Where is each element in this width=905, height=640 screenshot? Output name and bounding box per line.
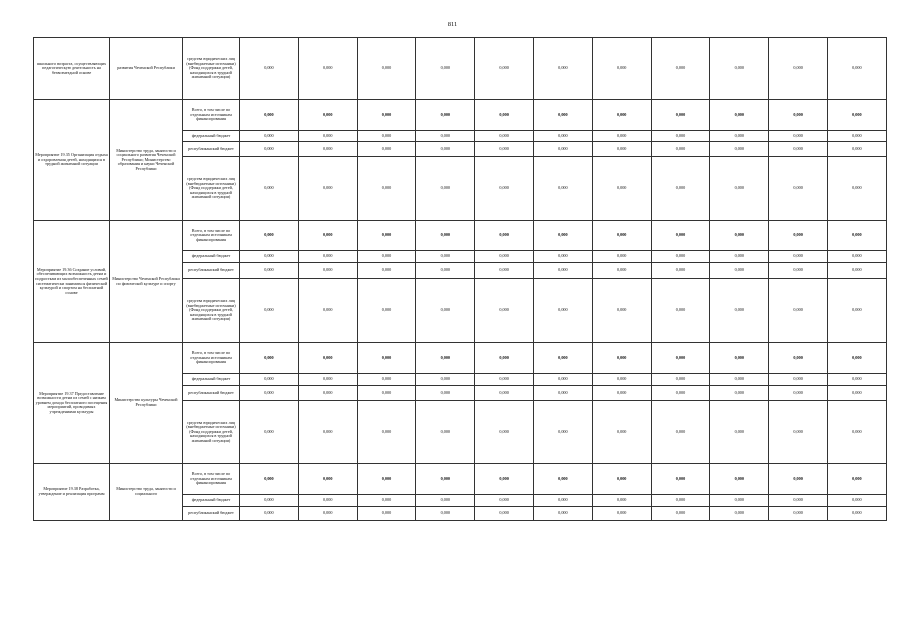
funding-source-cell: федеральный бюджет [183, 495, 240, 507]
value-cell: 0,000 [592, 131, 651, 142]
value-cell: 0,000 [298, 221, 357, 251]
value-cell: 0,000 [475, 263, 534, 279]
value-cell: 0,000 [827, 100, 886, 131]
value-cell: 0,000 [475, 386, 534, 401]
value-cell: 0,000 [769, 374, 828, 386]
value-cell: 0,000 [416, 221, 475, 251]
funding-source-cell: Всего, в том числе по отдельным источникам финансирования [183, 464, 240, 495]
value-cell: 0,000 [827, 131, 886, 142]
table-row [34, 343, 887, 374]
value-cell: 0,000 [416, 251, 475, 263]
event-name-cell: Мероприятие 19.37 Предоставление возможности детям из семей с низким уровнем дохода бесплатного посещения мероприятий, проводимых учреждениями культуры [34, 343, 110, 464]
value-cell: 0,000 [357, 343, 416, 374]
value-cell: 0,000 [769, 131, 828, 142]
value-cell: 0,000 [827, 374, 886, 386]
funding-source-cell: республиканский бюджет [183, 386, 240, 401]
funding-source-cell: средства юридических лиц (внебюджетные источники) (Фонд поддержки детей, находящихся в трудной жизненной ситуации) [183, 157, 240, 221]
value-cell: 0,000 [298, 343, 357, 374]
value-cell: 0,000 [592, 142, 651, 157]
value-cell: 0,000 [651, 251, 710, 263]
value-cell: 0,000 [240, 157, 299, 221]
value-cell: 0,000 [769, 386, 828, 401]
value-cell: 0,000 [240, 38, 299, 100]
executor-cell: Министерство труда, занятости и социального развития Чеченской Республики; Министерство образования и науки Чеченской Республики [110, 100, 183, 221]
value-cell: 0,000 [533, 507, 592, 521]
value-cell: 0,000 [827, 495, 886, 507]
value-cell: 0,000 [357, 263, 416, 279]
value-cell: 0,000 [651, 464, 710, 495]
value-cell: 0,000 [651, 38, 710, 100]
value-cell: 0,000 [416, 507, 475, 521]
value-cell: 0,000 [710, 401, 769, 464]
value-cell: 0,000 [827, 251, 886, 263]
value-cell: 0,000 [357, 221, 416, 251]
value-cell: 0,000 [592, 386, 651, 401]
value-cell: 0,000 [710, 221, 769, 251]
value-cell: 0,000 [827, 157, 886, 221]
value-cell: 0,000 [475, 374, 534, 386]
value-cell: 0,000 [240, 386, 299, 401]
value-cell: 0,000 [533, 386, 592, 401]
value-cell: 0,000 [357, 464, 416, 495]
value-cell: 0,000 [475, 507, 534, 521]
value-cell: 0,000 [240, 495, 299, 507]
value-cell: 0,000 [533, 279, 592, 343]
value-cell: 0,000 [298, 157, 357, 221]
funding-table [33, 37, 887, 521]
value-cell: 0,000 [827, 507, 886, 521]
value-cell: 0,000 [416, 263, 475, 279]
value-cell: 0,000 [475, 157, 534, 221]
value-cell: 0,000 [533, 374, 592, 386]
value-cell: 0,000 [710, 263, 769, 279]
value-cell: 0,000 [475, 100, 534, 131]
value-cell: 0,000 [240, 464, 299, 495]
table-row [34, 221, 887, 251]
value-cell: 0,000 [651, 279, 710, 343]
value-cell: 0,000 [651, 142, 710, 157]
value-cell: 0,000 [416, 142, 475, 157]
value-cell: 0,000 [533, 131, 592, 142]
value-cell: 0,000 [357, 38, 416, 100]
value-cell: 0,000 [357, 374, 416, 386]
value-cell: 0,000 [533, 100, 592, 131]
value-cell: 0,000 [416, 343, 475, 374]
table-row [34, 464, 887, 495]
executor-cell: развития Чеченской Республики [110, 38, 183, 100]
value-cell: 0,000 [416, 131, 475, 142]
value-cell: 0,000 [240, 401, 299, 464]
value-cell: 0,000 [592, 263, 651, 279]
value-cell: 0,000 [710, 157, 769, 221]
value-cell: 0,000 [592, 495, 651, 507]
value-cell: 0,000 [592, 343, 651, 374]
value-cell: 0,000 [827, 386, 886, 401]
value-cell: 0,000 [651, 221, 710, 251]
value-cell: 0,000 [827, 263, 886, 279]
value-cell: 0,000 [533, 464, 592, 495]
event-name-cell: Мероприятие 19.38 Разработка, утверждение и реализация программ [34, 464, 110, 521]
funding-source-cell: федеральный бюджет [183, 251, 240, 263]
value-cell: 0,000 [710, 131, 769, 142]
value-cell: 0,000 [651, 157, 710, 221]
executor-cell: Министерство труда, занятости и социального [110, 464, 183, 521]
value-cell: 0,000 [240, 279, 299, 343]
value-cell: 0,000 [357, 386, 416, 401]
executor-cell: Министерство культуры Чеченской Республики [110, 343, 183, 464]
value-cell: 0,000 [298, 464, 357, 495]
value-cell: 0,000 [475, 221, 534, 251]
value-cell: 0,000 [416, 38, 475, 100]
value-cell: 0,000 [651, 100, 710, 131]
value-cell: 0,000 [651, 507, 710, 521]
value-cell: 0,000 [651, 386, 710, 401]
value-cell: 0,000 [240, 142, 299, 157]
funding-source-cell: федеральный бюджет [183, 131, 240, 142]
value-cell: 0,000 [710, 464, 769, 495]
value-cell: 0,000 [357, 100, 416, 131]
value-cell: 0,000 [416, 386, 475, 401]
value-cell: 0,000 [298, 507, 357, 521]
funding-source-cell: республиканский бюджет [183, 142, 240, 157]
value-cell: 0,000 [769, 142, 828, 157]
value-cell: 0,000 [475, 142, 534, 157]
value-cell: 0,000 [710, 495, 769, 507]
value-cell: 0,000 [416, 495, 475, 507]
value-cell: 0,000 [651, 374, 710, 386]
value-cell: 0,000 [710, 100, 769, 131]
value-cell: 0,000 [357, 495, 416, 507]
value-cell: 0,000 [475, 279, 534, 343]
value-cell: 0,000 [651, 401, 710, 464]
value-cell: 0,000 [769, 401, 828, 464]
value-cell: 0,000 [651, 343, 710, 374]
value-cell: 0,000 [769, 38, 828, 100]
value-cell: 0,000 [240, 507, 299, 521]
value-cell: 0,000 [533, 263, 592, 279]
value-cell: 0,000 [298, 279, 357, 343]
value-cell: 0,000 [651, 263, 710, 279]
value-cell: 0,000 [769, 263, 828, 279]
value-cell: 0,000 [357, 157, 416, 221]
table-row [34, 38, 887, 100]
value-cell: 0,000 [533, 157, 592, 221]
value-cell: 0,000 [298, 495, 357, 507]
value-cell: 0,000 [416, 279, 475, 343]
value-cell: 0,000 [298, 38, 357, 100]
value-cell: 0,000 [769, 221, 828, 251]
value-cell: 0,000 [592, 401, 651, 464]
value-cell: 0,000 [533, 38, 592, 100]
funding-source-cell: федеральный бюджет [183, 374, 240, 386]
value-cell: 0,000 [357, 251, 416, 263]
value-cell: 0,000 [592, 279, 651, 343]
value-cell: 0,000 [710, 386, 769, 401]
value-cell: 0,000 [827, 343, 886, 374]
value-cell: 0,000 [475, 495, 534, 507]
page-number: 811 [447, 21, 458, 28]
value-cell: 0,000 [710, 142, 769, 157]
value-cell: 0,000 [240, 131, 299, 142]
value-cell: 0,000 [416, 464, 475, 495]
value-cell: 0,000 [416, 157, 475, 221]
value-cell: 0,000 [827, 464, 886, 495]
value-cell: 0,000 [298, 263, 357, 279]
value-cell: 0,000 [240, 221, 299, 251]
value-cell: 0,000 [357, 279, 416, 343]
value-cell: 0,000 [240, 263, 299, 279]
value-cell: 0,000 [769, 279, 828, 343]
value-cell: 0,000 [416, 374, 475, 386]
value-cell: 0,000 [533, 221, 592, 251]
funding-source-cell: республиканский бюджет [183, 507, 240, 521]
value-cell: 0,000 [298, 131, 357, 142]
value-cell: 0,000 [475, 401, 534, 464]
value-cell: 0,000 [769, 251, 828, 263]
funding-source-cell: Всего, в том числе по отдельным источникам финансирования [183, 343, 240, 374]
value-cell: 0,000 [710, 343, 769, 374]
value-cell: 0,000 [827, 142, 886, 157]
value-cell: 0,000 [416, 401, 475, 464]
value-cell: 0,000 [298, 142, 357, 157]
value-cell: 0,000 [710, 279, 769, 343]
value-cell: 0,000 [769, 495, 828, 507]
executor-cell: Министерство Чеченской Республики по физической культуре и спорту [110, 221, 183, 343]
value-cell: 0,000 [240, 100, 299, 131]
value-cell: 0,000 [769, 343, 828, 374]
value-cell: 0,000 [533, 251, 592, 263]
funding-source-cell: средства юридических лиц (внебюджетные источники) (Фонд поддержки детей, находящихся в трудной жизненной ситуации) [183, 38, 240, 100]
value-cell: 0,000 [416, 100, 475, 131]
value-cell: 0,000 [475, 343, 534, 374]
value-cell: 0,000 [240, 374, 299, 386]
value-cell: 0,000 [769, 100, 828, 131]
value-cell: 0,000 [827, 279, 886, 343]
value-cell: 0,000 [710, 374, 769, 386]
value-cell: 0,000 [240, 343, 299, 374]
value-cell: 0,000 [592, 374, 651, 386]
value-cell: 0,000 [357, 142, 416, 157]
value-cell: 0,000 [592, 507, 651, 521]
value-cell: 0,000 [827, 401, 886, 464]
value-cell: 0,000 [827, 221, 886, 251]
value-cell: 0,000 [769, 157, 828, 221]
value-cell: 0,000 [357, 401, 416, 464]
value-cell: 0,000 [475, 38, 534, 100]
funding-source-cell: средства юридических лиц (внебюджетные источники) (Фонд поддержки детей, находящихся в трудной жизненной ситуации) [183, 401, 240, 464]
event-name-cell: Мероприятие 19.36 Создание условий, обеспечивающих возможность детям и подросткам из малообеспеченных семей систематически заниматься физической культурой и спортом на бесплатной основе [34, 221, 110, 343]
value-cell: 0,000 [357, 507, 416, 521]
value-cell: 0,000 [533, 495, 592, 507]
value-cell: 0,000 [769, 464, 828, 495]
value-cell: 0,000 [298, 386, 357, 401]
table-row [34, 100, 887, 131]
value-cell: 0,000 [533, 142, 592, 157]
value-cell: 0,000 [592, 157, 651, 221]
value-cell: 0,000 [475, 131, 534, 142]
value-cell: 0,000 [475, 464, 534, 495]
funding-source-cell: республиканский бюджет [183, 263, 240, 279]
value-cell: 0,000 [533, 401, 592, 464]
value-cell: 0,000 [533, 343, 592, 374]
value-cell: 0,000 [592, 251, 651, 263]
event-name-cell: Мероприятие 19.35 Организация отдыха и оздоровления детей, находящихся в трудной жизненной ситуации [34, 100, 110, 221]
value-cell: 0,000 [710, 507, 769, 521]
value-cell: 0,000 [651, 131, 710, 142]
value-cell: 0,000 [298, 401, 357, 464]
value-cell: 0,000 [592, 38, 651, 100]
value-cell: 0,000 [592, 221, 651, 251]
funding-source-cell: Всего, в том числе по отдельным источникам финансирования [183, 100, 240, 131]
funding-table-body [34, 38, 887, 521]
value-cell: 0,000 [769, 507, 828, 521]
value-cell: 0,000 [298, 374, 357, 386]
value-cell: 0,000 [827, 38, 886, 100]
value-cell: 0,000 [298, 251, 357, 263]
value-cell: 0,000 [240, 251, 299, 263]
value-cell: 0,000 [710, 38, 769, 100]
funding-source-cell: средства юридических лиц (внебюджетные источники) (Фонд поддержки детей, находящихся в трудной жизненной ситуации) [183, 279, 240, 343]
value-cell: 0,000 [651, 495, 710, 507]
value-cell: 0,000 [592, 464, 651, 495]
value-cell: 0,000 [710, 251, 769, 263]
value-cell: 0,000 [592, 100, 651, 131]
value-cell: 0,000 [298, 100, 357, 131]
value-cell: 0,000 [475, 251, 534, 263]
funding-source-cell: Всего, в том числе по отдельным источникам финансирования [183, 221, 240, 251]
event-name-cell: школьного возраста, осуществляющих педагогическую деятельность на безвозмездной основе [34, 38, 110, 100]
value-cell: 0,000 [357, 131, 416, 142]
